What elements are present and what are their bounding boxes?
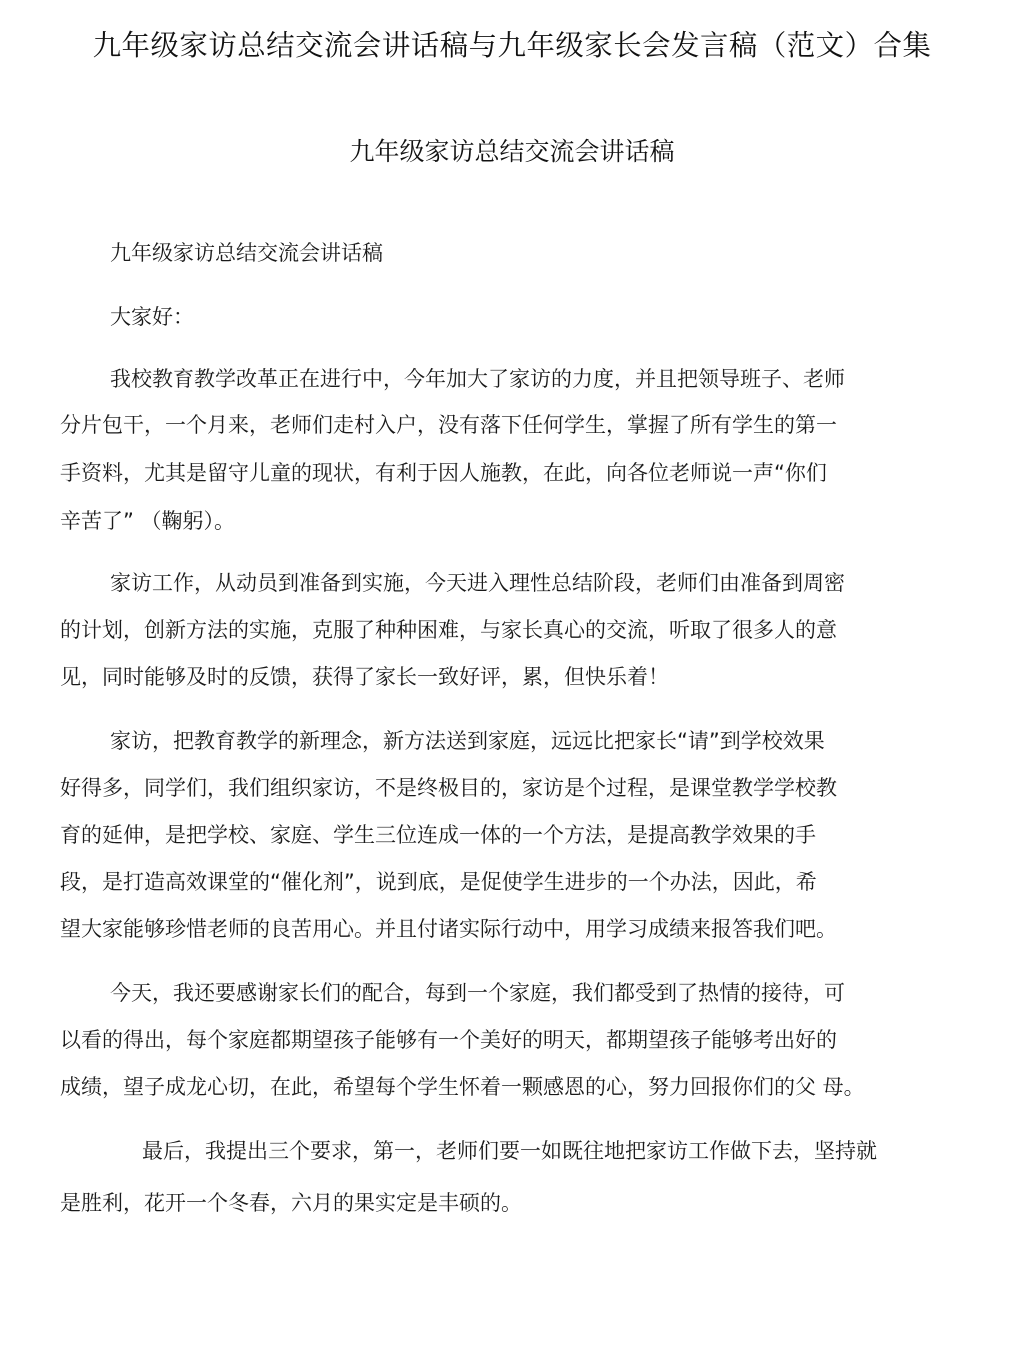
paragraph-line: 育的延伸，是把学校、家庭、学生三位连成一体的一个方法，是提高教学效果的手 <box>60 823 816 847</box>
section-title: 九年级家访总结交流会讲话稿 <box>349 137 675 166</box>
paragraph-line: 段，是打造高效课堂的“催化剂”，说到底，是促使学生进步的一个办法，因此，希 <box>60 870 817 894</box>
paragraph-line: 见，同时能够及时的反馈，获得了家长一致好评，累，但快乐着！ <box>60 665 669 689</box>
paragraph-line: 的计划，创新方法的实施，克服了种种困难，与家长真心的交流，听取了很多人的意 <box>60 618 837 642</box>
paragraph-line: 手资料，尤其是留守儿童的现状，有利于因人施教，在此，向各位老师说一声“你们 <box>60 461 827 485</box>
paragraph-line: 成绩，望子成龙心切，在此，希望每个学生怀着一颗感恩的心，努力回报你们的父 母。 <box>60 1075 865 1099</box>
paragraph-line: 分片包干，一个月来，老师们走村入户，没有落下任何学生，掌握了所有学生的第一 <box>60 413 837 437</box>
document-title: 九年级家访总结交流会讲话稿与九年级家长会发言稿（范文）合集 <box>92 29 932 62</box>
heading-line: 九年级家访总结交流会讲话稿 <box>110 241 383 265</box>
paragraph-line: 望大家能够珍惜老师的良苦用心。并且付诸实际行动中，用学习成绩来报答我们吧。 <box>60 917 837 941</box>
paragraph-line: 家访，把教育教学的新理念，新方法送到家庭，远远比把家长“请”到学校效果 <box>110 729 825 753</box>
paragraph-line: 最后，我提出三个要求，第一，老师们要一如既往地把家访工作做下去，坚持就 <box>142 1139 877 1163</box>
paragraph-line: 以看的得出，每个家庭都期望孩子能够有一个美好的明天，都期望孩子能够考出好的 <box>60 1028 837 1052</box>
greeting: 大家好： <box>110 305 194 329</box>
paragraph-line: 辛苦了” （鞠躬）。 <box>60 509 236 533</box>
paragraph-line: 我校教育教学改革正在进行中，今年加大了家访的力度，并且把领导班子、老师 <box>110 367 845 391</box>
paragraph-line: 是胜利，花开一个冬春，六月的果实定是丰硕的。 <box>60 1191 522 1215</box>
paragraph-line: 好得多，同学们，我们组织家访，不是终极目的，家访是个过程，是课堂教学学校教 <box>60 776 837 800</box>
paragraph-line: 今天，我还要感谢家长们的配合，每到一个家庭，我们都受到了热情的接待，可 <box>110 981 845 1005</box>
paragraph-line: 家访工作，从动员到准备到实施，今天进入理性总结阶段，老师们由准备到周密 <box>110 571 845 595</box>
